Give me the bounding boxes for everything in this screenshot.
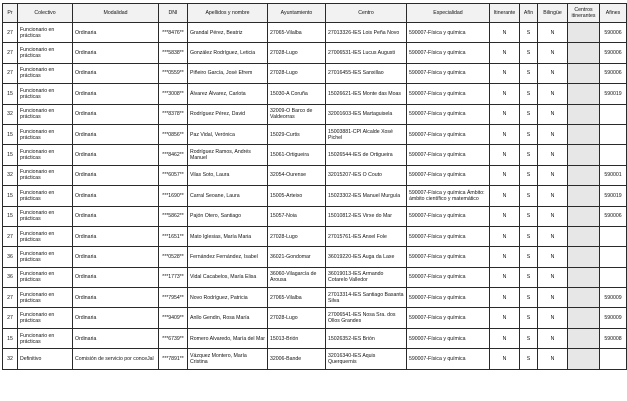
table-row xyxy=(3,23,627,43)
table-row xyxy=(3,328,627,348)
cell-modalidad: Ordinaria xyxy=(73,84,159,104)
cell-dni: ***6739** xyxy=(159,328,188,348)
cell-centro: 27016455-IES Sanxillao xyxy=(326,63,407,83)
cell-centro: 15026621-IES Monte das Moas xyxy=(326,84,407,104)
cell-centro: 15010812-IES Virxe do Mar xyxy=(326,206,407,226)
cell-nombre: Pajón Otero, Santiago xyxy=(188,206,268,226)
cell-colectivo: Funcionario en prácticas xyxy=(18,206,73,226)
table-row xyxy=(3,288,627,308)
cell-nombre: Anllo Gendin, Rosa María xyxy=(188,308,268,328)
cell-itinerante: N xyxy=(490,226,520,246)
cell-ayuntamiento: 27028-Lugo xyxy=(268,226,326,246)
cell-itinerante: N xyxy=(490,186,520,206)
col-header-colectivo: Colectivo xyxy=(18,4,73,23)
cell-ayuntamiento: 27028-Lugo xyxy=(268,308,326,328)
cell-itinerante: N xyxy=(490,63,520,83)
cell-centros-itinerantes xyxy=(568,288,600,308)
cell-bilingue: N xyxy=(538,206,568,226)
cell-nombre: Vázquez Montero, María Cristina xyxy=(188,349,268,369)
cell-centros-itinerantes xyxy=(568,186,600,206)
cell-centros-itinerantes xyxy=(568,104,600,124)
cell-afines: 590008 xyxy=(600,328,627,348)
cell-modalidad: Ordinaria xyxy=(73,186,159,206)
cell-centro: 27015761-IES Anxel Fole xyxy=(326,226,407,246)
cell-modalidad: Ordinaria xyxy=(73,308,159,328)
col-header-centro: Centro xyxy=(326,4,407,23)
cell-especialidad: 590007-Física y química xyxy=(407,328,490,348)
cell-colectivo: Definitivo xyxy=(18,349,73,369)
cell-dni: ***8378** xyxy=(159,104,188,124)
cell-especialidad: 590007-Física y química xyxy=(407,206,490,226)
table-row xyxy=(3,124,627,144)
cell-afin: S xyxy=(520,165,538,185)
cell-modalidad: Ordinaria xyxy=(73,288,159,308)
cell-centros-itinerantes xyxy=(568,226,600,246)
cell-afines: 590009 xyxy=(600,308,627,328)
table-row xyxy=(3,349,627,369)
cell-modalidad: Ordinaria xyxy=(73,124,159,144)
cell-pr: 27 xyxy=(3,226,18,246)
cell-pr: 15 xyxy=(3,206,18,226)
table-row xyxy=(3,186,627,206)
table-row xyxy=(3,247,627,267)
cell-afin: S xyxy=(520,349,538,369)
cell-centro: 36019013-IES Armando Cotarelo Valledor xyxy=(326,267,407,287)
cell-centros-itinerantes xyxy=(568,84,600,104)
cell-bilingue: N xyxy=(538,23,568,43)
cell-centro: 15026544-IES de Ortigueira xyxy=(326,145,407,165)
cell-afin: S xyxy=(520,288,538,308)
cell-centros-itinerantes xyxy=(568,23,600,43)
cell-bilingue: N xyxy=(538,43,568,63)
cell-centros-itinerantes xyxy=(568,308,600,328)
cell-centro: 15026352-IES Brión xyxy=(326,328,407,348)
cell-centro: 32001603-IES Martaguisela xyxy=(326,104,407,124)
cell-ayuntamiento: 32009-O Barco de Valdeorras xyxy=(268,104,326,124)
cell-ayuntamiento: 15005-Arteixo xyxy=(268,186,326,206)
cell-modalidad: Ordinaria xyxy=(73,328,159,348)
cell-modalidad: Ordinaria xyxy=(73,165,159,185)
cell-centro: 27013314-IES Santiago Basanta Silva xyxy=(326,288,407,308)
cell-dni: ***0559** xyxy=(159,63,188,83)
cell-centros-itinerantes xyxy=(568,267,600,287)
cell-afines xyxy=(600,226,627,246)
table-row xyxy=(3,206,627,226)
table-row xyxy=(3,43,627,63)
cell-bilingue: N xyxy=(538,165,568,185)
cell-centros-itinerantes xyxy=(568,328,600,348)
cell-especialidad: 590007-Física y química xyxy=(407,267,490,287)
cell-pr: 15 xyxy=(3,124,18,144)
cell-ayuntamiento: 27028-Lugo xyxy=(268,43,326,63)
cell-bilingue: N xyxy=(538,226,568,246)
cell-afines: 590006 xyxy=(600,43,627,63)
cell-bilingue: N xyxy=(538,104,568,124)
cell-centros-itinerantes xyxy=(568,349,600,369)
col-header-afin: Afín xyxy=(520,4,538,23)
cell-bilingue: N xyxy=(538,349,568,369)
cell-colectivo: Funcionario en prácticas xyxy=(18,247,73,267)
table-row xyxy=(3,63,627,83)
cell-centros-itinerantes xyxy=(568,165,600,185)
cell-dni: ***1651** xyxy=(159,226,188,246)
cell-dni: ***0856** xyxy=(159,124,188,144)
cell-bilingue: N xyxy=(538,84,568,104)
cell-colectivo: Funcionario en prácticas xyxy=(18,104,73,124)
cell-pr: 15 xyxy=(3,84,18,104)
cell-afines: 590006 xyxy=(600,23,627,43)
cell-ayuntamiento: 15061-Ortigueira xyxy=(268,145,326,165)
cell-nombre: Fernández Fernández, Isabel xyxy=(188,247,268,267)
cell-pr: 32 xyxy=(3,349,18,369)
cell-afines xyxy=(600,145,627,165)
cell-especialidad: 590007-Física y química xyxy=(407,43,490,63)
cell-especialidad: 590007-Física y química xyxy=(407,104,490,124)
cell-afin: S xyxy=(520,226,538,246)
header-row xyxy=(3,4,627,23)
cell-modalidad: Ordinaria xyxy=(73,206,159,226)
cell-centro: 27006531-IES Lucus Augusti xyxy=(326,43,407,63)
cell-itinerante: N xyxy=(490,43,520,63)
assignments-table xyxy=(2,3,627,370)
cell-nombre: Vilas Soto, Laura xyxy=(188,165,268,185)
cell-modalidad: Ordinaria xyxy=(73,247,159,267)
cell-colectivo: Funcionario en prácticas xyxy=(18,63,73,83)
cell-modalidad: Ordinaria xyxy=(73,267,159,287)
cell-dni: ***5862** xyxy=(159,206,188,226)
table-row xyxy=(3,84,627,104)
cell-especialidad: 590007-Física y química xyxy=(407,63,490,83)
cell-colectivo: Funcionario en prácticas xyxy=(18,226,73,246)
cell-afin: S xyxy=(520,267,538,287)
cell-especialidad: 590007-Física y química xyxy=(407,288,490,308)
cell-dni: ***0528** xyxy=(159,247,188,267)
cell-itinerante: N xyxy=(490,145,520,165)
cell-itinerante: N xyxy=(490,206,520,226)
cell-nombre: Novo Rodríguez, Patricia xyxy=(188,288,268,308)
cell-especialidad: 590007-Física y química xyxy=(407,84,490,104)
cell-itinerante: N xyxy=(490,349,520,369)
cell-afin: S xyxy=(520,63,538,83)
cell-centros-itinerantes xyxy=(568,63,600,83)
cell-centro: 15003881-CPI Alcalde Xosé Pichel xyxy=(326,124,407,144)
cell-afines xyxy=(600,349,627,369)
col-header-dni: DNI xyxy=(159,4,188,23)
table-row xyxy=(3,104,627,124)
cell-afines: 590009 xyxy=(600,288,627,308)
col-header-pr: Pr xyxy=(3,4,18,23)
cell-dni: ***8462** xyxy=(159,145,188,165)
cell-nombre: Vidal Cacabelos, María Elisa xyxy=(188,267,268,287)
cell-itinerante: N xyxy=(490,308,520,328)
col-header-nombre: Apellidos y nombre xyxy=(188,4,268,23)
cell-dni: ***9409** xyxy=(159,308,188,328)
cell-especialidad: 590007-Física y química xyxy=(407,124,490,144)
cell-afines: 590006 xyxy=(600,63,627,83)
cell-nombre: Grandal Pérez, Beatriz xyxy=(188,23,268,43)
cell-afines xyxy=(600,267,627,287)
cell-afines xyxy=(600,104,627,124)
cell-afines: 590019 xyxy=(600,186,627,206)
cell-colectivo: Funcionario en prácticas xyxy=(18,124,73,144)
cell-colectivo: Funcionario en prácticas xyxy=(18,165,73,185)
cell-especialidad: 590007-Física y química xyxy=(407,226,490,246)
cell-afines: 590006 xyxy=(600,206,627,226)
cell-ayuntamiento: 15057-Noia xyxy=(268,206,326,226)
col-header-afines: Afines xyxy=(600,4,627,23)
cell-bilingue: N xyxy=(538,186,568,206)
cell-nombre: Álvarez Álvarez, Carlota xyxy=(188,84,268,104)
cell-itinerante: N xyxy=(490,328,520,348)
cell-centros-itinerantes xyxy=(568,145,600,165)
col-header-especialidad: Especialidad xyxy=(407,4,490,23)
cell-bilingue: N xyxy=(538,308,568,328)
table-row xyxy=(3,165,627,185)
cell-colectivo: Funcionario en prácticas xyxy=(18,84,73,104)
col-header-centros-itinerantes: Centros itinerantes xyxy=(568,4,600,23)
cell-pr: 15 xyxy=(3,186,18,206)
cell-pr: 27 xyxy=(3,23,18,43)
cell-colectivo: Funcionario en prácticas xyxy=(18,308,73,328)
table-row xyxy=(3,145,627,165)
cell-nombre: Rodríguez Ramos, Andrés Manuel xyxy=(188,145,268,165)
cell-afin: S xyxy=(520,124,538,144)
cell-nombre: Paz Vidal, Verónica xyxy=(188,124,268,144)
cell-dni: ***8476** xyxy=(159,23,188,43)
cell-pr: 27 xyxy=(3,43,18,63)
cell-dni: ***3008** xyxy=(159,84,188,104)
cell-centro: 36019220-IES Auga da Laxe xyxy=(326,247,407,267)
cell-colectivo: Funcionario en prácticas xyxy=(18,23,73,43)
cell-pr: 32 xyxy=(3,104,18,124)
cell-centros-itinerantes xyxy=(568,206,600,226)
cell-nombre: Romero Alvaredo, María del Mar xyxy=(188,328,268,348)
cell-dni: ***6057** xyxy=(159,165,188,185)
cell-dni: ***7954** xyxy=(159,288,188,308)
cell-ayuntamiento: 32054-Ourense xyxy=(268,165,326,185)
cell-itinerante: N xyxy=(490,124,520,144)
cell-centros-itinerantes xyxy=(568,124,600,144)
cell-ayuntamiento: 15013-Brión xyxy=(268,328,326,348)
cell-ayuntamiento: 32006-Bande xyxy=(268,349,326,369)
col-header-ayuntamiento: Ayuntamiento xyxy=(268,4,326,23)
cell-bilingue: N xyxy=(538,63,568,83)
table-row xyxy=(3,308,627,328)
cell-centro: 27013326-IES Lois Peña Novo xyxy=(326,23,407,43)
cell-modalidad: Ordinaria xyxy=(73,145,159,165)
cell-itinerante: N xyxy=(490,288,520,308)
cell-pr: 36 xyxy=(3,247,18,267)
cell-nombre: Piñeiro García, José Efrem xyxy=(188,63,268,83)
cell-pr: 15 xyxy=(3,145,18,165)
cell-colectivo: Funcionario en prácticas xyxy=(18,145,73,165)
cell-especialidad: 590007-Física y química xyxy=(407,23,490,43)
cell-afines xyxy=(600,124,627,144)
cell-ayuntamiento: 36021-Gondomar xyxy=(268,247,326,267)
cell-nombre: Mato Iglesias, María Maria xyxy=(188,226,268,246)
cell-centro: 15023302-IES Manuel Murguía xyxy=(326,186,407,206)
cell-itinerante: N xyxy=(490,84,520,104)
cell-ayuntamiento: 27028-Lugo xyxy=(268,63,326,83)
cell-afines xyxy=(600,247,627,267)
col-header-bilingue: Bilingüe xyxy=(538,4,568,23)
cell-afin: S xyxy=(520,328,538,348)
table-row xyxy=(3,267,627,287)
cell-afin: S xyxy=(520,145,538,165)
table-body xyxy=(3,23,627,370)
col-header-itinerante: Itinerante xyxy=(490,4,520,23)
cell-bilingue: N xyxy=(538,124,568,144)
cell-itinerante: N xyxy=(490,267,520,287)
cell-ayuntamiento: 27065-Vilalba xyxy=(268,288,326,308)
cell-bilingue: N xyxy=(538,267,568,287)
cell-colectivo: Funcionario en prácticas xyxy=(18,267,73,287)
cell-afin: S xyxy=(520,23,538,43)
cell-ayuntamiento: 15030-A Coruña xyxy=(268,84,326,104)
cell-colectivo: Funcionario en prácticas xyxy=(18,186,73,206)
cell-dni: ***7891** xyxy=(159,349,188,369)
cell-colectivo: Funcionario en prácticas xyxy=(18,288,73,308)
table-row xyxy=(3,226,627,246)
cell-itinerante: N xyxy=(490,23,520,43)
cell-colectivo: Funcionario en prácticas xyxy=(18,43,73,63)
cell-pr: 27 xyxy=(3,288,18,308)
cell-bilingue: N xyxy=(538,247,568,267)
cell-nombre: González Rodríguez, Leticia xyxy=(188,43,268,63)
cell-dni: ***1690** xyxy=(159,186,188,206)
cell-centro: 32015207-IES O Couto xyxy=(326,165,407,185)
cell-itinerante: N xyxy=(490,104,520,124)
cell-modalidad: Ordinaria xyxy=(73,23,159,43)
cell-ayuntamiento: 36060-Vilagarcía de Arousa xyxy=(268,267,326,287)
cell-modalidad: Ordinaria xyxy=(73,226,159,246)
cell-afin: S xyxy=(520,43,538,63)
cell-itinerante: N xyxy=(490,247,520,267)
cell-pr: 32 xyxy=(3,165,18,185)
cell-modalidad: Ordinaria xyxy=(73,104,159,124)
cell-especialidad: 590007-Física y química xyxy=(407,349,490,369)
col-header-modalidad: Modalidad xyxy=(73,4,159,23)
cell-centro: 27006541-IES Nosa Sra. dos Ollos Grandes xyxy=(326,308,407,328)
cell-centros-itinerantes xyxy=(568,247,600,267)
cell-afin: S xyxy=(520,186,538,206)
cell-itinerante: N xyxy=(490,165,520,185)
cell-afin: S xyxy=(520,247,538,267)
cell-pr: 27 xyxy=(3,63,18,83)
cell-afin: S xyxy=(520,84,538,104)
cell-centro: 32016340-IES Aquis Querquernis xyxy=(326,349,407,369)
cell-especialidad: 590007-Física y química xyxy=(407,145,490,165)
cell-ayuntamiento: 15029-Curtis xyxy=(268,124,326,144)
cell-especialidad: 590007-Física y química Ámbito: ámbito científico y matemático xyxy=(407,186,490,206)
cell-pr: 15 xyxy=(3,328,18,348)
cell-dni: ***5838** xyxy=(159,43,188,63)
cell-afines: 590001 xyxy=(600,165,627,185)
cell-pr: 36 xyxy=(3,267,18,287)
cell-modalidad: Ordinaria xyxy=(73,63,159,83)
cell-dni: ***1773** xyxy=(159,267,188,287)
cell-especialidad: 590007-Física y química xyxy=(407,308,490,328)
cell-bilingue: N xyxy=(538,145,568,165)
cell-afines: 590019 xyxy=(600,84,627,104)
cell-ayuntamiento: 27065-Vilalba xyxy=(268,23,326,43)
cell-modalidad: Comisión de servicio por conceJal xyxy=(73,349,159,369)
cell-afin: S xyxy=(520,206,538,226)
cell-pr: 27 xyxy=(3,308,18,328)
cell-afin: S xyxy=(520,104,538,124)
cell-especialidad: 590007-Física y química xyxy=(407,247,490,267)
cell-nombre: Carral Seoane, Laura xyxy=(188,186,268,206)
cell-bilingue: N xyxy=(538,328,568,348)
cell-colectivo: Funcionario en prácticas xyxy=(18,328,73,348)
cell-centros-itinerantes xyxy=(568,43,600,63)
cell-nombre: Rodríguez Pérez, David xyxy=(188,104,268,124)
cell-especialidad: 590007-Física y química xyxy=(407,165,490,185)
cell-bilingue: N xyxy=(538,288,568,308)
cell-modalidad: Ordinaria xyxy=(73,43,159,63)
cell-afin: S xyxy=(520,308,538,328)
